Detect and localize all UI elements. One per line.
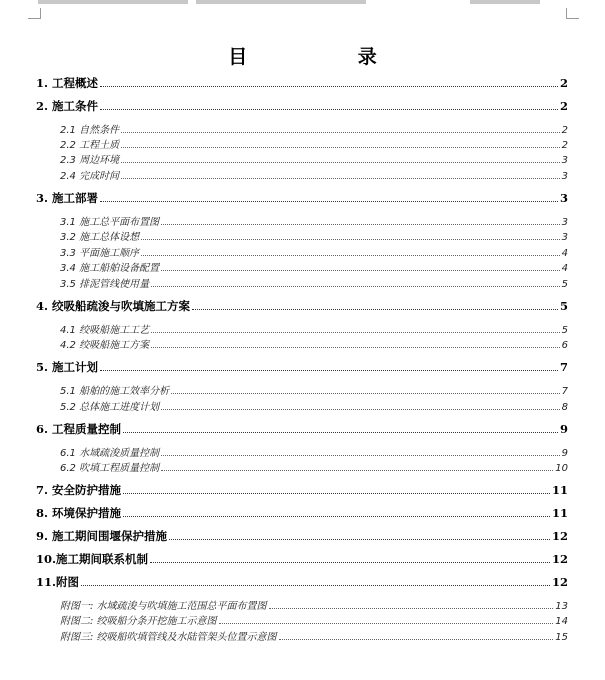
dot-leader: [161, 470, 553, 471]
toc-page-number: 2: [559, 76, 568, 90]
toc-entry[interactable]: [36, 574, 568, 590]
dot-leader: [100, 109, 558, 110]
toc-title: 目 录: [228, 46, 429, 68]
dot-leader: [123, 516, 550, 517]
toc-entry-label: 3. 施工部署: [36, 191, 99, 205]
toc-page-number: 2: [561, 125, 568, 136]
toc-entry[interactable]: [36, 482, 568, 498]
toc-entry[interactable]: [36, 75, 568, 91]
toc-subentry[interactable]: [36, 151, 568, 166]
toc-entry-label: 11.附图: [36, 575, 80, 589]
toc-entry-label: 7. 安全防护措施: [36, 483, 122, 497]
toc-page-number: 7: [561, 386, 568, 397]
toc-subentry[interactable]: [36, 382, 568, 397]
dot-leader: [100, 86, 558, 87]
toc-entry-label: 2.2 工程土质: [60, 140, 120, 151]
toc-subentry[interactable]: [36, 459, 568, 474]
toc-page-number: 8: [561, 402, 568, 413]
toc-entry-label: 2.1 自然条件: [60, 125, 120, 136]
dot-leader: [151, 347, 560, 348]
toc-entry-label: 6.1 水域疏浚质量控制: [60, 448, 160, 459]
toc-subentry[interactable]: [36, 628, 568, 643]
toc-page-number: 5: [561, 325, 568, 336]
toc-entry-label: 附图二: 绞吸船分条开挖施工示意图: [60, 616, 217, 627]
toc-page-number: 15: [555, 632, 568, 643]
toc-entry[interactable]: [36, 359, 568, 375]
dot-leader: [169, 539, 550, 540]
toc-subentry[interactable]: [36, 121, 568, 136]
toc-subentry[interactable]: [36, 398, 568, 413]
page-header-strip: [0, 0, 605, 6]
toc-subentry[interactable]: [36, 336, 568, 351]
toc-page-number: 9: [559, 422, 568, 436]
toc-entry[interactable]: [36, 421, 568, 437]
dot-leader: [141, 239, 560, 240]
toc-page-number: 11: [551, 506, 568, 520]
toc-page-number: 2: [561, 140, 568, 151]
toc-entry[interactable]: [36, 528, 568, 544]
toc-entry-label: 4.1 绞吸船施工工艺: [60, 325, 150, 336]
toc-entry[interactable]: [36, 505, 568, 521]
dot-leader: [100, 370, 558, 371]
toc-entry-label: 5. 施工计划: [36, 360, 99, 374]
toc-entry-label: 附图一: 水域疏浚与吹填施工范围总平面布置图: [60, 601, 267, 612]
toc-subentry[interactable]: [36, 275, 568, 290]
header-text-fragment: [470, 0, 540, 4]
dot-leader: [219, 623, 554, 624]
toc-page-number: 3: [561, 217, 568, 228]
toc-page-number: 13: [555, 601, 568, 612]
dot-leader: [121, 178, 560, 179]
dot-leader: [269, 608, 554, 609]
toc-page-number: 11: [551, 483, 568, 497]
toc-page-number: 4: [561, 263, 568, 274]
toc-entry-label: 2.3 周边环境: [60, 155, 120, 166]
crop-mark-left: [28, 8, 41, 19]
toc-entry[interactable]: [36, 298, 568, 314]
toc-entry-label: 3.2 施工总体设想: [60, 232, 140, 243]
toc-entry-label: 6. 工程质量控制: [36, 422, 122, 436]
dot-leader: [151, 286, 560, 287]
toc-entry-label: 10.施工期间联系机制: [36, 552, 149, 566]
dot-leader: [123, 432, 558, 433]
toc-subentry[interactable]: [36, 136, 568, 151]
toc-entry-label: 4.2 绞吸船施工方案: [60, 340, 150, 351]
toc-page-number: 3: [561, 232, 568, 243]
toc-entry-label: 5.1 船舶的施工效率分析: [60, 386, 170, 397]
dot-leader: [161, 409, 560, 410]
toc-page-number: 3: [561, 171, 568, 182]
dot-leader: [123, 493, 550, 494]
toc-page-number: 6: [561, 340, 568, 351]
toc-entry-label: 3.3 平面施工顺序: [60, 248, 140, 259]
toc-subentry[interactable]: [36, 612, 568, 627]
toc-entry-label: 4. 绞吸船疏浚与吹填施工方案: [36, 299, 191, 313]
toc-page-number: 3: [561, 155, 568, 166]
toc-entry-label: 2. 施工条件: [36, 99, 99, 113]
toc-entry-label: 8. 环境保护措施: [36, 506, 122, 520]
toc-entry-label: 3.4 施工船舶设备配置: [60, 263, 160, 274]
toc-page-number: 12: [551, 575, 568, 589]
toc-subentry[interactable]: [36, 213, 568, 228]
toc-entry-label: 3.5 排泥管线使用量: [60, 279, 150, 290]
toc-entry-label: 5.2 总体施工进度计划: [60, 402, 160, 413]
dot-leader: [151, 332, 560, 333]
toc-page-number: 5: [561, 279, 568, 290]
toc-subentry[interactable]: [36, 167, 568, 182]
toc-subentry[interactable]: [36, 244, 568, 259]
dot-leader: [100, 201, 558, 202]
toc-page-number: 12: [551, 552, 568, 566]
toc-subentry[interactable]: [36, 597, 568, 612]
toc-page-number: 5: [559, 299, 568, 313]
toc-entry-label: 3.1 施工总平面布置图: [60, 217, 160, 228]
toc-entry-label: 6.2 吹填工程质量控制: [60, 463, 160, 474]
dot-leader: [81, 585, 550, 586]
toc-entry-label: 2.4 完成时间: [60, 171, 120, 182]
toc-page-number: 14: [555, 616, 568, 627]
toc-page-number: 3: [559, 191, 568, 205]
dot-leader: [141, 255, 560, 256]
dot-leader: [121, 162, 560, 163]
toc-page-number: 12: [551, 529, 568, 543]
dot-leader: [279, 639, 554, 640]
dot-leader: [171, 393, 560, 394]
toc-entry-label: 附图三: 绞吸船吹填管线及水陆管架头位置示意图: [60, 632, 277, 643]
toc-subentry[interactable]: [36, 259, 568, 274]
toc-page-number: 7: [559, 360, 568, 374]
dot-leader: [121, 132, 560, 133]
toc-entry[interactable]: [36, 551, 568, 567]
toc-entry[interactable]: [36, 190, 568, 206]
toc-page-number: 10: [555, 463, 568, 474]
dot-leader: [161, 270, 560, 271]
dot-leader: [150, 562, 550, 563]
dot-leader: [161, 224, 560, 225]
dot-leader: [192, 309, 558, 310]
dot-leader: [161, 455, 560, 456]
toc-subentry[interactable]: [36, 444, 568, 459]
toc-entry-label: 9. 施工期间围堰保护措施: [36, 529, 168, 543]
toc-entry-label: 1. 工程概述: [36, 76, 99, 90]
header-text-fragment: [196, 0, 366, 4]
toc-subentry[interactable]: [36, 321, 568, 336]
toc-page-number: 2: [559, 99, 568, 113]
toc-subentry[interactable]: [36, 228, 568, 243]
toc-page-number: 4: [561, 248, 568, 259]
dot-leader: [121, 147, 560, 148]
crop-mark-right: [566, 8, 579, 19]
toc-entry[interactable]: [36, 98, 568, 114]
header-text-fragment: [38, 0, 188, 4]
toc-page-number: 9: [561, 448, 568, 459]
